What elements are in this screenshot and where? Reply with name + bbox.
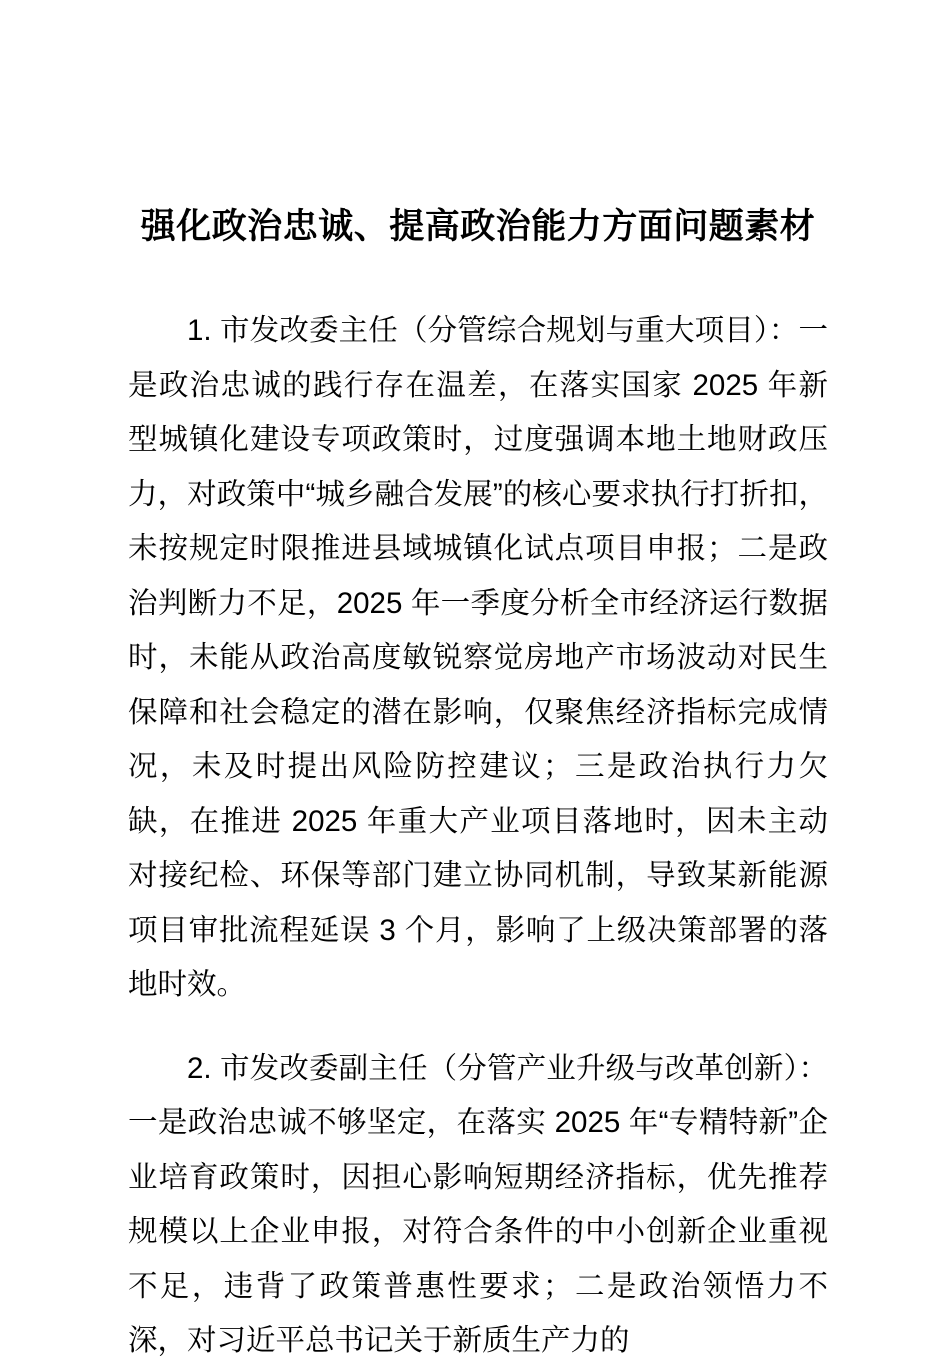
paragraph-item-1: 1. 市发改委主任（分管综合规划与重大项目）：一是政治忠诚的践行存在温差，在落实国家 2025 年新型城镇化建设专项政策时，过度强调本地土地财政压力，对政策中“城乡融合发展”的核心要求执行打折扣，未按规定时限推进县域城镇化试点项目申报；二是政治判断力不足，2025 年一季度分析全市经济运行数据时，未能从政治高度敏锐察觉房地产市场波动对民生保障和社会稳定的潜在影响，仅聚焦经济指标完成情况，未及时提出风险防控建议；三是政治执行力欠缺，在推进 2025 年重大产业项目落地时，因未主动对接纪检、环保等部门建立协同机制，导致某新能源项目审批流程延误 3 个月，影响了上级决策部署的落地时效。 <box>128 314 828 1001</box>
title-body-gap <box>128 264 828 304</box>
page-title: 强化政治忠诚、提高政治能力方面问题素材 <box>140 207 816 246</box>
paragraph-item-2: 2. 市发改委副主任（分管产业升级与改革创新）：一是政治忠诚不够坚定，在落实 2025 年“专精特新”企业培育政策时，因担心影响短期经济指标，优先推荐规模以上企业申报，对符合条件的中小创新企业重视不足，违背了政策普惠性要求；二是政治领悟力不深，对习近平总书记关于新质生产力的 <box>128 1051 828 1357</box>
document-body <box>128 0 828 1369</box>
top-margin-spacer <box>128 0 828 190</box>
